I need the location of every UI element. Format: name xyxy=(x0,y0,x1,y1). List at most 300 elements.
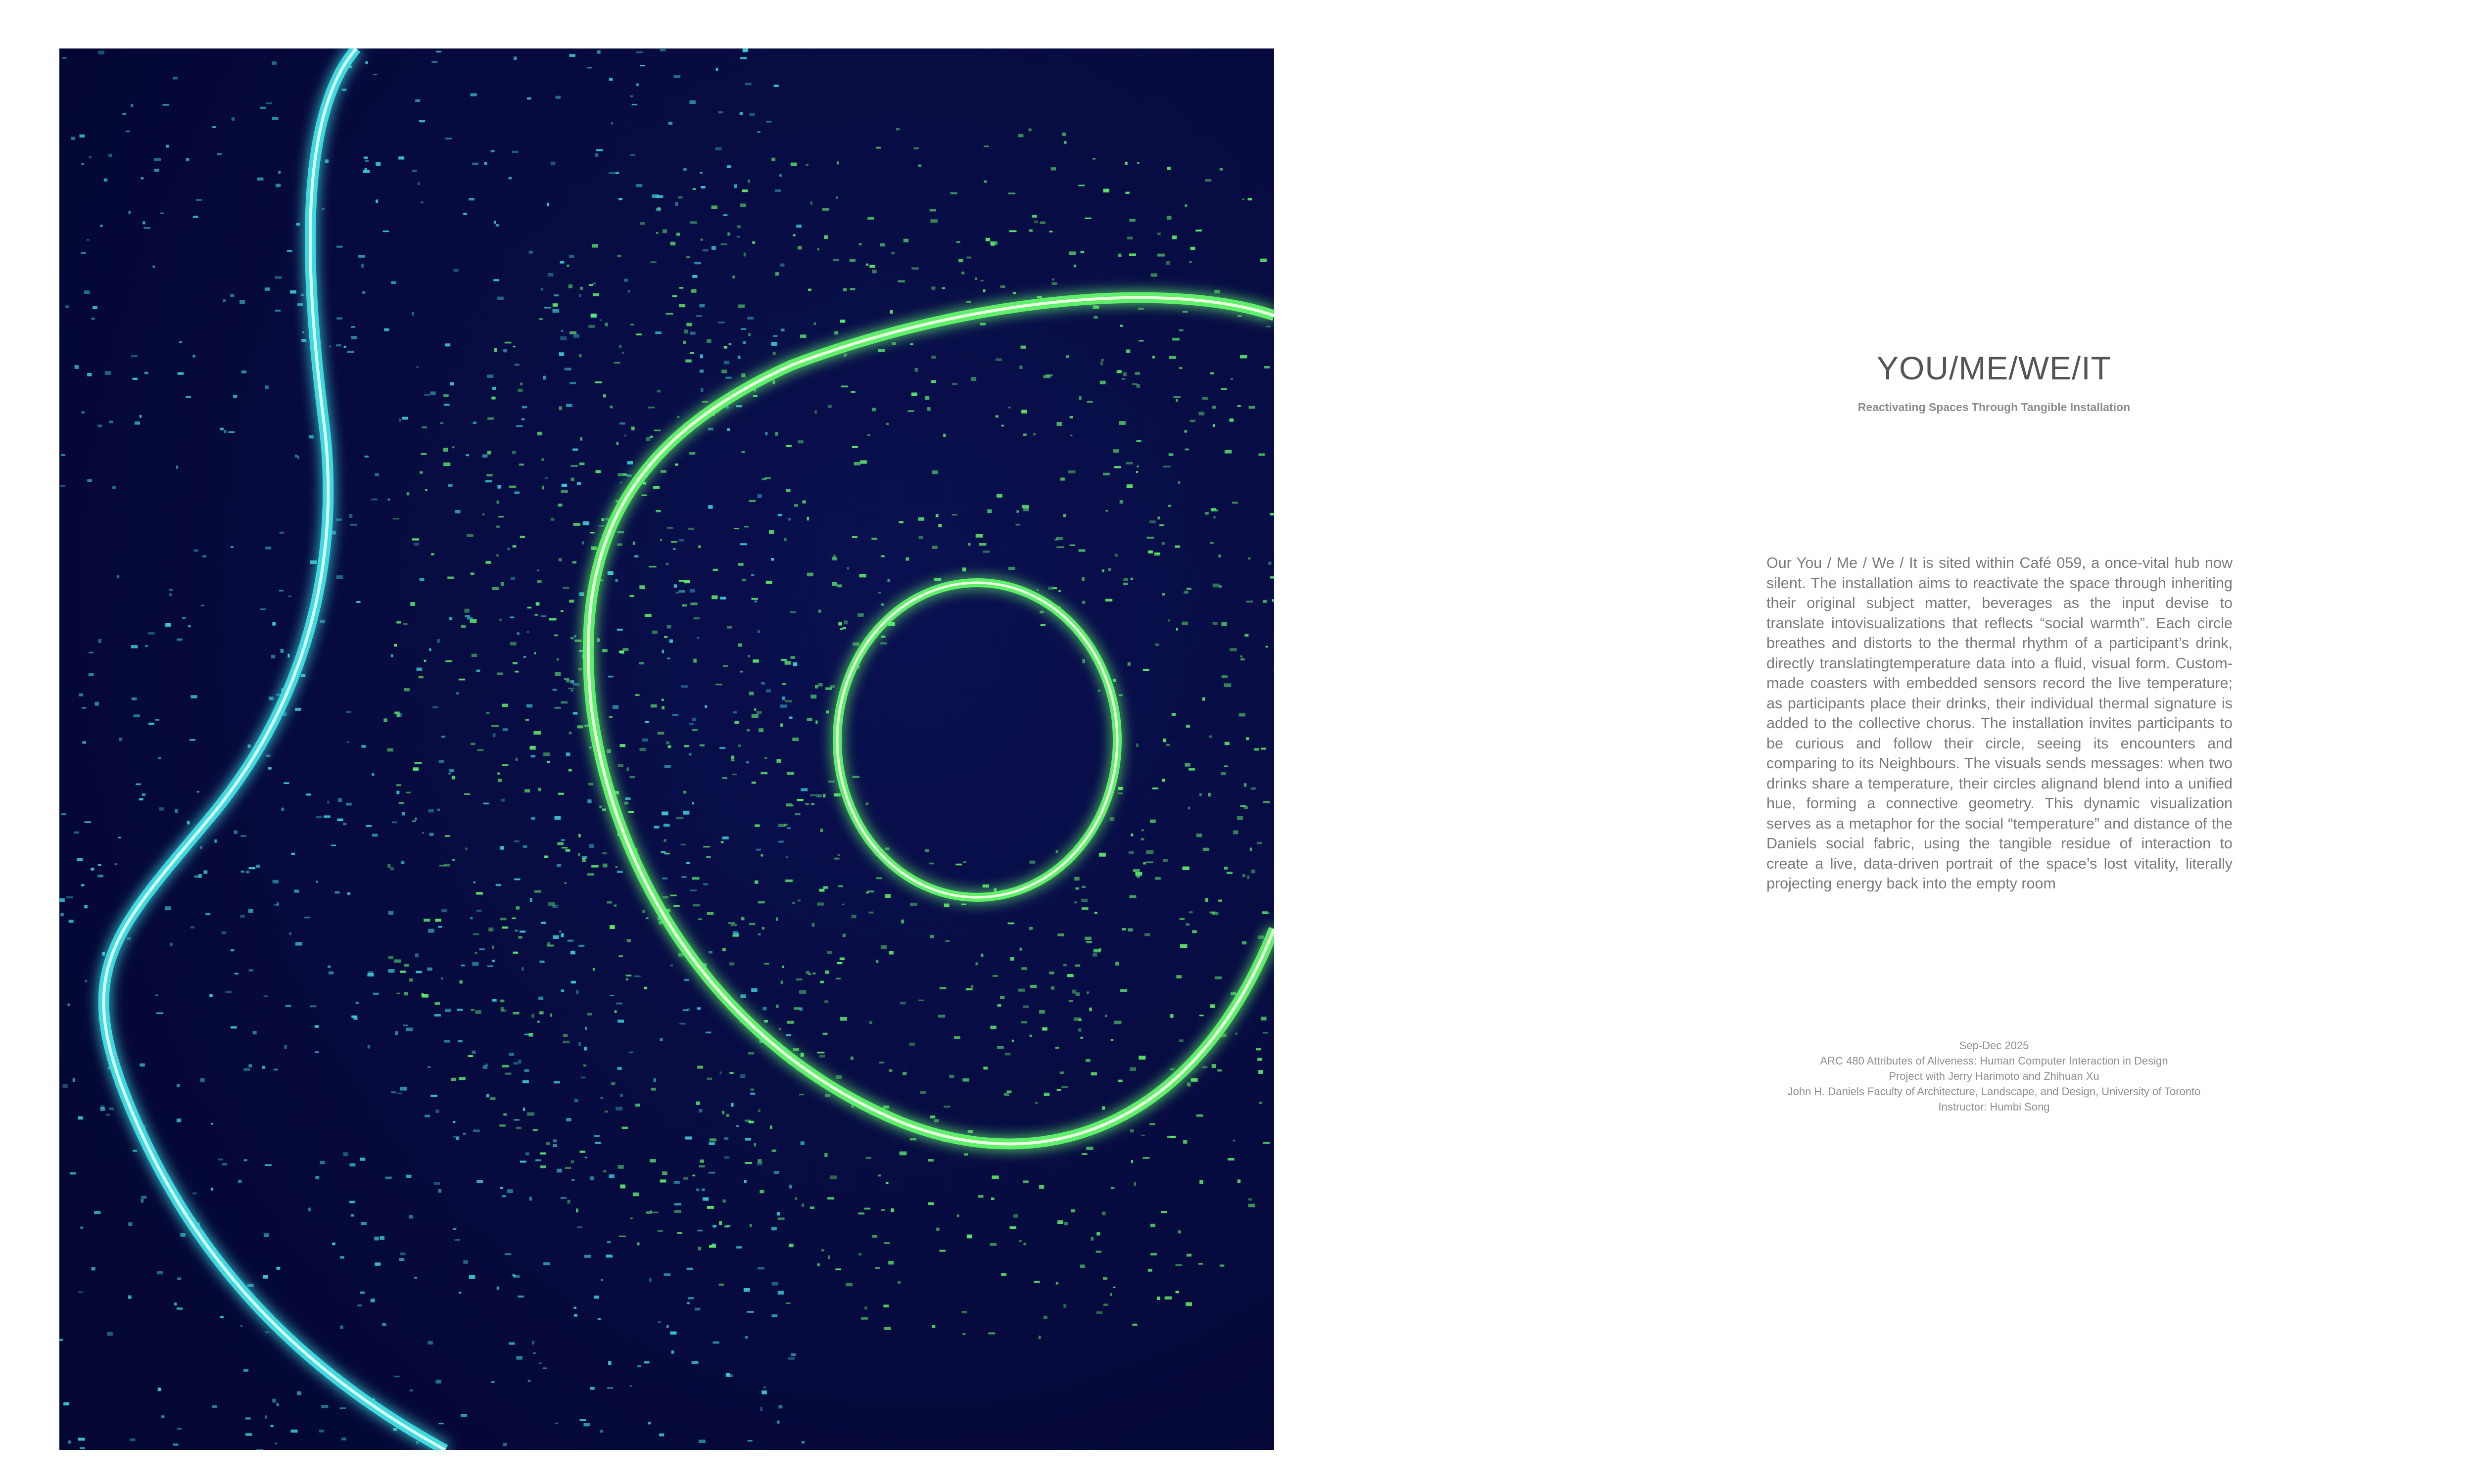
green-particle xyxy=(561,610,564,612)
cyan-particle xyxy=(700,370,704,372)
green-particle xyxy=(1128,928,1133,932)
green-particle xyxy=(732,276,735,278)
cyan-particle xyxy=(127,937,131,940)
green-particle xyxy=(525,719,529,721)
green-particle xyxy=(952,514,957,515)
green-particle xyxy=(1023,508,1029,511)
green-particle xyxy=(1076,887,1079,890)
cyan-particle xyxy=(648,1422,651,1425)
green-particle xyxy=(1263,801,1270,803)
green-particle xyxy=(1266,646,1268,648)
cyan-particle xyxy=(543,376,546,380)
green-particle xyxy=(1149,520,1156,523)
green-particle xyxy=(1096,1232,1100,1236)
green-particle xyxy=(1268,562,1271,565)
green-particle xyxy=(1185,449,1189,451)
green-particle xyxy=(697,1066,703,1069)
cyan-particle xyxy=(256,865,260,868)
green-particle xyxy=(1231,992,1236,996)
cyan-particle xyxy=(264,995,268,997)
green-particle xyxy=(878,1175,881,1177)
green-particle xyxy=(618,1165,624,1168)
green-particle xyxy=(1060,477,1065,480)
green-particle xyxy=(1069,251,1076,255)
green-particle xyxy=(513,346,516,347)
green-particle xyxy=(591,865,599,868)
green-particle xyxy=(1144,933,1150,936)
green-particle xyxy=(1096,1311,1103,1314)
cyan-particle xyxy=(437,809,440,811)
green-particle xyxy=(461,625,466,628)
green-particle xyxy=(1021,967,1027,970)
green-particle xyxy=(996,359,1002,361)
cyan-particle xyxy=(85,980,88,982)
cyan-particle xyxy=(155,995,158,996)
green-particle xyxy=(1080,1264,1085,1268)
green-particle xyxy=(1210,372,1214,374)
green-particle xyxy=(1030,861,1036,864)
cyan-particle xyxy=(709,1142,715,1145)
green-particle xyxy=(1079,1019,1082,1021)
cyan-particle xyxy=(659,1434,664,1437)
green-particle xyxy=(1100,362,1103,366)
green-particle xyxy=(1079,549,1086,552)
green-particle xyxy=(909,1043,915,1046)
cyan-particle xyxy=(514,879,520,881)
green-particle xyxy=(677,416,679,418)
cyan-particle xyxy=(683,168,687,171)
cyan-particle xyxy=(361,264,364,268)
green-particle xyxy=(962,567,966,571)
green-particle xyxy=(710,1138,716,1141)
green-particle xyxy=(1261,1017,1267,1020)
green-particle xyxy=(968,543,971,546)
green-particle xyxy=(566,849,571,852)
cyan-particle xyxy=(671,1350,674,1354)
cyan-particle xyxy=(636,184,642,187)
cyan-particle xyxy=(128,1296,132,1299)
green-particle xyxy=(1189,911,1193,913)
green-particle xyxy=(512,918,516,920)
green-particle xyxy=(823,794,825,798)
green-particle xyxy=(1063,1304,1066,1307)
cyan-particle xyxy=(543,1367,547,1369)
green-particle xyxy=(734,721,739,724)
green-particle xyxy=(1149,1123,1155,1125)
cyan-particle xyxy=(463,1133,466,1135)
green-particle xyxy=(513,1012,520,1015)
cyan-particle xyxy=(780,264,784,267)
green-particle xyxy=(715,684,722,685)
cyan-particle xyxy=(723,214,727,216)
cyan-particle xyxy=(724,361,730,364)
cyan-particle xyxy=(485,480,492,482)
green-particle xyxy=(640,222,645,225)
green-particle xyxy=(1157,254,1165,257)
cyan-particle xyxy=(793,662,797,666)
green-particle xyxy=(1162,593,1165,596)
cyan-particle xyxy=(289,932,291,935)
green-particle xyxy=(936,1228,939,1231)
green-particle xyxy=(796,978,802,980)
green-particle xyxy=(769,530,774,534)
green-particle xyxy=(997,494,1002,498)
cyan-particle xyxy=(279,590,284,592)
cyan-particle xyxy=(346,803,352,806)
green-particle xyxy=(555,707,561,709)
green-particle xyxy=(542,486,544,490)
cyan-particle xyxy=(472,1051,476,1054)
green-particle xyxy=(628,811,634,813)
cyan-particle xyxy=(196,199,202,201)
cyan-particle xyxy=(92,318,95,320)
green-particle xyxy=(1102,569,1104,572)
green-particle xyxy=(1070,416,1073,418)
cyan-particle xyxy=(266,102,272,104)
cyan-particle xyxy=(358,255,365,258)
green-particle xyxy=(869,912,874,914)
green-particle xyxy=(1150,1253,1157,1255)
cyan-particle xyxy=(80,135,85,138)
cyan-particle xyxy=(244,1159,247,1161)
cyan-particle xyxy=(741,328,747,330)
green-particle xyxy=(1102,1211,1106,1215)
green-particle xyxy=(1078,1028,1081,1031)
green-particle xyxy=(568,1200,571,1204)
green-particle xyxy=(692,729,698,731)
green-particle xyxy=(853,643,859,646)
cyan-particle xyxy=(449,617,452,620)
cyan-particle xyxy=(740,543,747,545)
green-particle xyxy=(844,354,847,357)
cyan-particle xyxy=(343,1152,348,1156)
cyan-particle xyxy=(361,1222,367,1225)
cyan-particle xyxy=(471,917,473,920)
green-particle xyxy=(1163,859,1168,862)
green-particle xyxy=(892,342,896,345)
green-particle xyxy=(618,531,624,533)
green-particle xyxy=(966,988,973,991)
cyan-particle xyxy=(682,876,687,878)
green-particle xyxy=(670,895,677,896)
cyan-particle xyxy=(118,837,121,838)
green-particle xyxy=(1086,1059,1091,1062)
green-particle xyxy=(1114,1021,1122,1024)
green-particle xyxy=(810,1206,814,1209)
cyan-particle xyxy=(416,1441,419,1444)
green-particle xyxy=(1212,1064,1216,1068)
green-particle xyxy=(720,243,727,245)
cyan-particle xyxy=(780,704,787,708)
cyan-particle xyxy=(736,1125,739,1127)
cyan-particle xyxy=(141,1199,143,1203)
cyan-particle xyxy=(690,589,695,592)
cyan-particle xyxy=(557,864,561,867)
cyan-particle xyxy=(200,1078,205,1082)
green-particle xyxy=(537,570,539,571)
green-particle xyxy=(1162,542,1165,545)
cyan-particle xyxy=(476,910,481,912)
green-particle xyxy=(1085,218,1092,219)
cyan-particle xyxy=(218,1159,223,1160)
cyan-particle xyxy=(173,1443,178,1445)
green-particle xyxy=(1067,974,1074,977)
cyan-particle xyxy=(738,356,741,359)
cyan-particle xyxy=(350,1163,356,1167)
cyan-particle xyxy=(59,898,64,902)
green-particle xyxy=(1122,928,1126,930)
cyan-particle xyxy=(371,1298,375,1302)
cyan-particle xyxy=(265,287,270,291)
green-particle xyxy=(800,334,807,338)
green-particle xyxy=(564,678,570,680)
green-particle xyxy=(806,803,809,805)
cyan-particle xyxy=(690,889,697,891)
green-particle xyxy=(758,1159,761,1163)
green-particle xyxy=(997,1046,1004,1049)
cyan-particle xyxy=(75,365,79,369)
cyan-particle xyxy=(416,971,422,974)
cyan-particle xyxy=(600,1430,603,1433)
green-particle xyxy=(548,902,555,906)
cyan-particle xyxy=(585,1027,587,1030)
credits-instructor: Instructor: Humbi Song xyxy=(1938,1101,2050,1113)
green-particle xyxy=(738,305,745,308)
green-particle xyxy=(691,289,697,293)
cyan-particle xyxy=(316,816,322,818)
green-particle xyxy=(579,463,584,465)
cyan-particle xyxy=(453,1228,456,1230)
cyan-particle xyxy=(729,1374,733,1377)
cyan-particle xyxy=(579,592,584,596)
cyan-particle xyxy=(268,767,272,769)
cyan-particle xyxy=(740,112,743,115)
green-particle xyxy=(679,287,683,288)
green-particle xyxy=(823,1033,828,1035)
green-particle xyxy=(724,1225,729,1227)
cyan-particle xyxy=(400,1087,407,1091)
green-particle xyxy=(792,738,799,741)
green-particle xyxy=(846,1283,853,1287)
cyan-particle xyxy=(437,639,440,643)
green-particle xyxy=(833,259,839,261)
green-particle xyxy=(1100,381,1106,384)
green-particle xyxy=(496,554,498,556)
cyan-particle xyxy=(399,1258,404,1261)
green-particle xyxy=(794,504,798,507)
green-particle xyxy=(967,1235,972,1239)
green-particle xyxy=(781,659,787,661)
green-particle xyxy=(911,267,919,270)
green-particle xyxy=(614,905,617,907)
green-particle xyxy=(713,569,718,571)
cyan-particle xyxy=(61,813,66,815)
green-particle xyxy=(529,1033,533,1037)
cyan-particle xyxy=(492,387,496,390)
cyan-particle xyxy=(527,97,531,99)
green-particle xyxy=(898,1281,901,1284)
cyan-particle xyxy=(552,309,559,313)
green-particle xyxy=(1165,1297,1172,1299)
cyan-particle xyxy=(211,1188,213,1191)
green-particle xyxy=(492,946,494,949)
cyan-particle xyxy=(308,1207,311,1211)
cyan-particle xyxy=(265,1415,267,1418)
green-particle xyxy=(758,1110,760,1113)
green-particle xyxy=(1071,1209,1075,1212)
cyan-particle xyxy=(535,1159,541,1161)
green-particle xyxy=(609,716,613,718)
green-particle xyxy=(636,333,642,335)
green-particle xyxy=(1098,690,1100,692)
cyan-particle xyxy=(245,1433,252,1436)
cyan-particle xyxy=(107,1332,113,1336)
cyan-particle xyxy=(589,746,591,748)
green-particle xyxy=(1187,1082,1190,1086)
green-particle xyxy=(762,927,764,930)
cyan-particle xyxy=(278,171,281,174)
green-particle xyxy=(497,773,500,775)
green-particle xyxy=(1115,962,1119,966)
green-particle xyxy=(1030,985,1037,988)
green-particle xyxy=(666,625,671,628)
cyan-particle xyxy=(338,798,341,802)
cyan-particle xyxy=(165,623,171,627)
green-particle xyxy=(786,804,794,806)
cyan-particle xyxy=(217,153,222,155)
green-particle xyxy=(726,1114,729,1117)
cyan-particle xyxy=(62,57,66,59)
cyan-particle xyxy=(315,1052,319,1053)
cyan-particle xyxy=(402,417,408,420)
green-particle xyxy=(651,704,657,707)
green-particle xyxy=(473,933,479,935)
green-particle xyxy=(1261,748,1266,750)
cyan-particle xyxy=(617,871,623,873)
cyan-particle xyxy=(297,1391,301,1395)
green-particle xyxy=(637,1243,639,1246)
cyan-particle xyxy=(309,435,314,439)
green-particle xyxy=(1167,167,1171,170)
green-particle xyxy=(1099,948,1101,951)
cyan-particle xyxy=(571,981,576,983)
green-particle xyxy=(629,595,634,597)
green-particle xyxy=(1020,948,1022,951)
green-particle xyxy=(817,248,819,250)
green-particle xyxy=(1264,366,1270,369)
green-particle xyxy=(394,712,400,714)
green-particle xyxy=(742,189,748,192)
green-particle xyxy=(1034,221,1038,223)
green-particle xyxy=(700,744,705,746)
green-particle xyxy=(1168,505,1171,507)
cyan-particle xyxy=(465,615,470,617)
cyan-particle xyxy=(234,831,238,834)
cyan-particle xyxy=(209,994,212,997)
cyan-particle xyxy=(539,961,544,963)
cyan-particle xyxy=(297,303,303,306)
green-particle xyxy=(498,779,502,782)
green-particle xyxy=(930,935,934,938)
green-particle xyxy=(1008,192,1015,194)
green-particle xyxy=(1180,944,1187,948)
green-particle xyxy=(840,320,845,323)
cyan-particle xyxy=(594,1135,600,1137)
cyan-particle xyxy=(574,635,576,638)
cyan-particle xyxy=(444,404,450,406)
cyan-particle xyxy=(69,920,74,923)
green-particle xyxy=(1082,1153,1088,1155)
green-particle xyxy=(1247,876,1249,880)
green-particle xyxy=(851,1057,854,1060)
green-particle xyxy=(605,323,608,326)
green-particle xyxy=(633,542,635,545)
green-particle xyxy=(684,745,689,747)
cyan-particle xyxy=(561,839,565,840)
green-particle xyxy=(1115,554,1118,557)
green-particle xyxy=(451,1078,456,1081)
cyan-particle xyxy=(609,1174,615,1178)
cyan-particle xyxy=(231,949,235,951)
cyan-particle xyxy=(789,716,793,719)
green-particle xyxy=(1173,396,1181,398)
green-particle xyxy=(620,1185,625,1189)
cyan-particle xyxy=(679,1023,686,1024)
cyan-particle xyxy=(702,1188,705,1191)
cyan-particle xyxy=(82,163,84,165)
cyan-particle xyxy=(71,137,75,140)
green-particle xyxy=(661,470,666,473)
green-particle xyxy=(1246,737,1249,740)
cyan-particle xyxy=(685,1137,692,1140)
green-particle xyxy=(1187,588,1191,590)
cyan-particle xyxy=(636,84,638,87)
cyan-particle xyxy=(530,898,532,902)
green-particle xyxy=(837,161,839,164)
cyan-particle xyxy=(459,1292,461,1294)
green-particle xyxy=(1041,624,1046,626)
green-particle xyxy=(988,1333,995,1335)
cyan-particle xyxy=(248,1065,252,1067)
green-particle xyxy=(1248,1198,1252,1201)
cyan-particle xyxy=(271,1425,274,1427)
cyan-particle xyxy=(435,1110,439,1113)
green-particle xyxy=(620,744,625,747)
cyan-particle xyxy=(100,1107,105,1111)
cyan-particle xyxy=(194,550,198,552)
cyan-particle xyxy=(628,290,630,292)
cyan-particle xyxy=(97,424,102,427)
cyan-particle xyxy=(630,95,633,97)
cyan-particle xyxy=(354,1018,358,1020)
green-particle xyxy=(1205,512,1209,515)
green-particle xyxy=(1063,514,1066,517)
green-particle xyxy=(1166,744,1170,746)
green-particle xyxy=(955,864,962,866)
cyan-particle xyxy=(439,760,444,763)
cyan-particle xyxy=(497,485,501,489)
green-particle xyxy=(987,510,992,513)
cyan-particle xyxy=(427,968,432,971)
cyan-particle xyxy=(60,485,65,487)
cyan-particle xyxy=(461,965,465,966)
cyan-particle xyxy=(291,1430,298,1433)
green-particle xyxy=(563,587,570,589)
green-particle xyxy=(1176,975,1182,978)
green-particle xyxy=(486,474,492,476)
green-particle xyxy=(536,602,540,605)
credits-date: Sep-Dec 2025 xyxy=(1959,1039,2029,1052)
